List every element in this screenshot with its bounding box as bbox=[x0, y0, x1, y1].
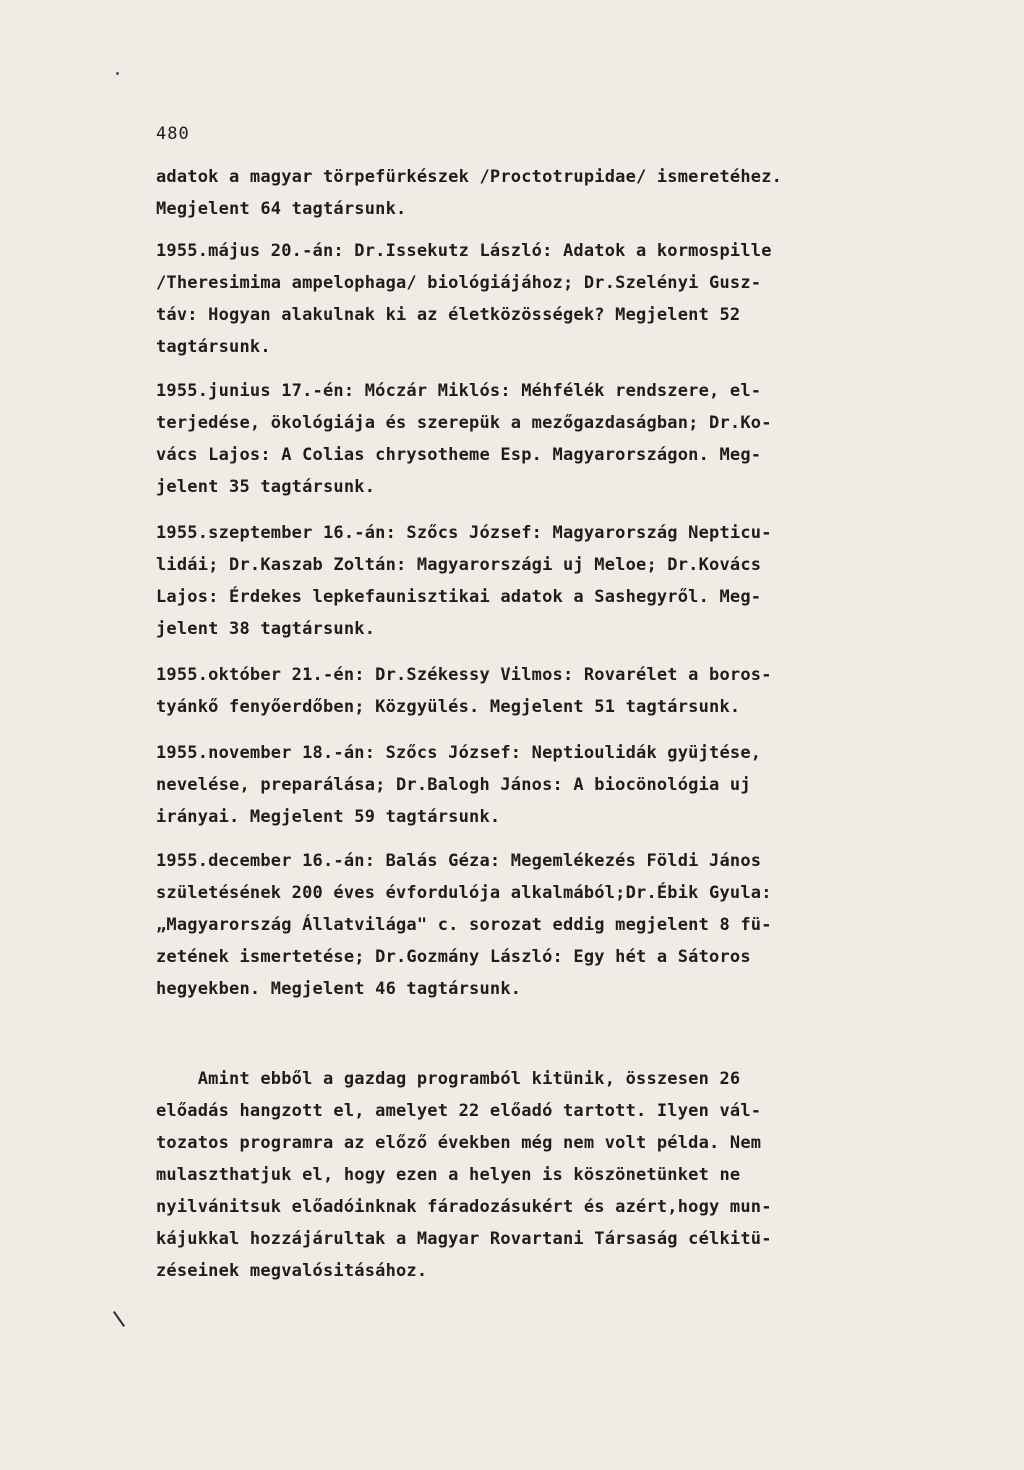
text-line: 1955.szeptember 16.-án: Szőcs József: Magyarország Nepticu- bbox=[156, 523, 772, 543]
text-line: lidái; Dr.Kaszab Zoltán: Magyarországi uj Meloe; Dr.Kovács bbox=[156, 555, 762, 575]
text-line: Lajos: Érdekes lepkefaunisztikai adatok a Sashegyről. Meg- bbox=[156, 587, 762, 607]
text-line: tyánkő fenyőerdőben; Közgyülés. Megjelent 51 tagtársunk. bbox=[156, 697, 741, 717]
text-line: 1955.december 16.-án: Balás Géza: Megemlékezés Földi János bbox=[156, 851, 762, 871]
text-line: 1955.október 21.-én: Dr.Székessy Vilmos: Rovarélet a boros- bbox=[156, 665, 772, 685]
text-line: /Theresimima ampelophaga/ biológiájához; Dr.Szelényi Gusz- bbox=[156, 273, 762, 293]
text-line: előadás hangzott el, amelyet 22 előadó tartott. Ilyen vál- bbox=[156, 1101, 762, 1121]
text-line: mulaszthatjuk el, hogy ezen a helyen is köszönetünket ne bbox=[156, 1165, 741, 1185]
text-line: hegyekben. Megjelent 46 tagtársunk. bbox=[156, 979, 522, 999]
text-line: születésének 200 éves évfordulója alkalmából;Dr.Ébik Gyula: bbox=[156, 883, 772, 903]
text-line: 1955.május 20.-án: Dr.Issekutz László: Adatok a kormospille bbox=[156, 241, 772, 261]
text-line: 1955.november 18.-án: Szőcs József: Neptioulidák gyüjtése, bbox=[156, 743, 762, 763]
text-line: zetének ismertetése; Dr.Gozmány László: Egy hét a Sátoros bbox=[156, 947, 751, 967]
page-number: 480 bbox=[156, 124, 190, 144]
text-line: Amint ebből a gazdag programból kitünik, összesen 26 bbox=[156, 1069, 741, 1089]
text-line: kájukkal hozzájárultak a Magyar Rovartani Társaság célkitü- bbox=[156, 1229, 772, 1249]
paper-speck bbox=[116, 72, 119, 75]
text-line: irányai. Megjelent 59 tagtársunk. bbox=[156, 807, 501, 827]
text-line: zéseinek megvalósitásához. bbox=[156, 1261, 428, 1281]
text-line: nevelése, preparálása; Dr.Balogh János: A biocönológia uj bbox=[156, 775, 751, 795]
text-line: táv: Hogyan alakulnak ki az életközösségek? Megjelent 52 bbox=[156, 305, 741, 325]
text-line: Megjelent 64 tagtársunk. bbox=[156, 199, 407, 219]
text-line: „Magyarország Állatvilága" c. sorozat eddig megjelent 8 fü- bbox=[156, 915, 772, 935]
text-line: tagtársunk. bbox=[156, 337, 271, 357]
text-line: tozatos programra az előző években még nem volt példa. Nem bbox=[156, 1133, 762, 1153]
text-line: nyilvánitsuk előadóinknak fáradozásukért és azért,hogy mun- bbox=[156, 1197, 772, 1217]
text-line: jelent 38 tagtársunk. bbox=[156, 619, 376, 639]
text-line: terjedése, ökológiája és szerepük a mezőgazdaságban; Dr.Ko- bbox=[156, 413, 772, 433]
text-line: 1955.junius 17.-én: Móczár Miklós: Méhfélék rendszere, el- bbox=[156, 381, 762, 401]
paper-mark bbox=[113, 1311, 125, 1327]
text-line: vács Lajos: A Colias chrysotheme Esp. Magyarországon. Meg- bbox=[156, 445, 762, 465]
text-line: adatok a magyar törpefürkészek /Proctotrupidae/ ismeretéhez. bbox=[156, 167, 783, 187]
text-line: jelent 35 tagtársunk. bbox=[156, 477, 376, 497]
